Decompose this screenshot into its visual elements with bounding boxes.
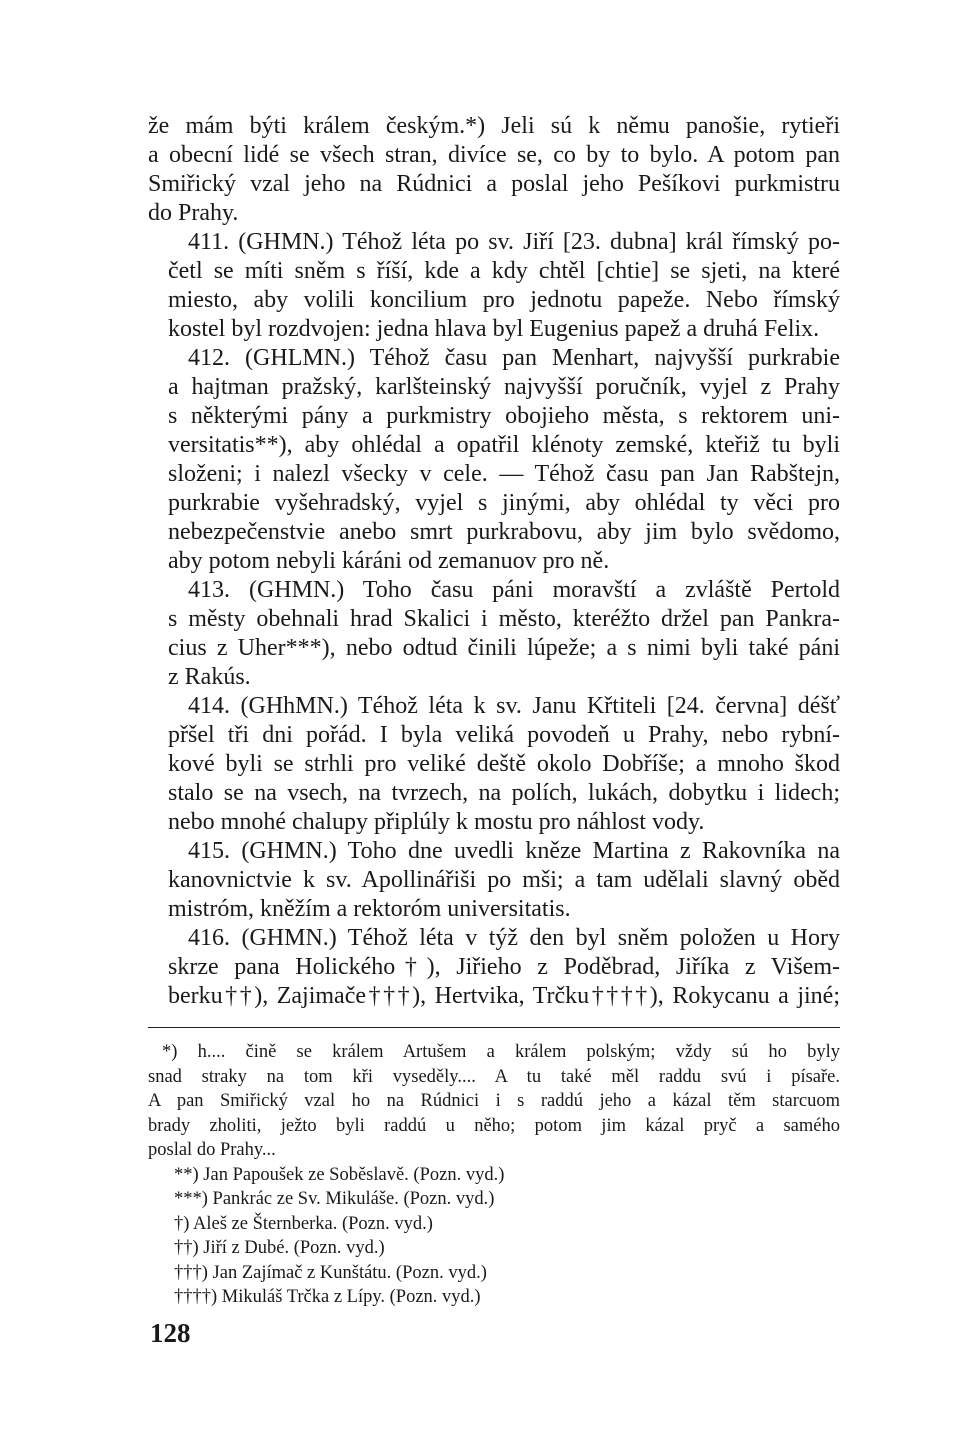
text-line: přšel tři dni pořád. I byla veliká povodeň u Prahy, nebo rybní-	[168, 722, 840, 748]
text-line: 412. (GHLMN.) Téhož času pan Menhart, najvyšší purkrabie	[188, 345, 840, 371]
text-line: četl se míti sněm s říší, kde a kdy chtěl [chtie] se sjeti, na které	[168, 258, 840, 284]
text-line: berku††), Zajimače†††), Hertvika, Trčku††††), Rokycanu a jiné;	[168, 983, 840, 1009]
footnote-7	[148, 1285, 840, 1310]
footnote-line: ***) Pankrác ze Sv. Mikuláše. (Pozn. vyd.)	[174, 1189, 495, 1209]
text-line: 414. (GHhMN.) Téhož léta k sv. Janu Křtiteli [24. června] déšť	[188, 693, 840, 719]
text-line: do Prahy.	[148, 200, 239, 226]
footnote-line: ††††) Mikuláš Trčka z Lípy. (Pozn. vyd.)	[174, 1287, 481, 1307]
text-line: purkrabie vyšehradský, vyjel s jinými, aby ohlédal ty věci pro	[168, 490, 840, 516]
footnote-line: *) h.... čině se králem Artušem a králem polským; vždy sú ho byly	[162, 1042, 840, 1062]
text-line: nebo mnohé chalupy připlúly k mostu pro náhlost vody.	[168, 809, 705, 835]
footnote-divider	[148, 1027, 840, 1028]
footnote-4	[148, 1212, 840, 1237]
text-line: nebezpečenstvie anebo smrt purkrabovu, aby jim bylo svědomo,	[168, 519, 840, 545]
text-line: a obecní lidé se všech stran, divíce se, co by to bylo. A potom pan	[148, 142, 840, 168]
paragraph-416	[148, 924, 840, 1011]
text-line: kanovnictvie k sv. Apollinářiši po mši; a tam udělali slavný oběd	[168, 867, 840, 893]
text-line: cius z Uher***), nebo odtud činili lúpeže; a s nimi byli také páni	[168, 635, 840, 661]
text-line: s některými pány a purkmistry obojieho města, s rektorem uni-	[168, 403, 840, 429]
footnote-line: A pan Smiřický vzal ho na Rúdnici i s raddú jeho a kázal těm starcuom	[148, 1091, 840, 1111]
footnote-line: brady zholiti, ježto byli raddú u něho; potom jim kázal pryč a samého	[148, 1115, 840, 1136]
text-line: 413. (GHMN.) Toho času páni moravští a zvláště Pertold	[188, 577, 840, 603]
footnote-line: ††) Jiří z Dubé. (Pozn. vyd.)	[174, 1238, 385, 1258]
footnotes	[148, 1040, 840, 1310]
footnote-line: †) Aleš ze Šternberka. (Pozn. vyd.)	[174, 1213, 433, 1234]
paragraph-412	[148, 344, 840, 576]
text-line: že mám býti králem českým.*) Jeli sú k němu panošie, rytieři	[148, 113, 840, 139]
footnote-line: †††) Jan Zajímač z Kunštátu. (Pozn. vyd.)	[174, 1262, 487, 1283]
text-line: 416. (GHMN.) Téhož léta v týž den byl sněm položen u Hory	[188, 925, 840, 951]
text-line: aby potom nebyli káráni od zemanuov pro ně.	[168, 548, 610, 574]
footnote-line: **) Jan Papoušek ze Soběslavě. (Pozn. vyd.)	[174, 1164, 505, 1185]
text-line: stalo se na vsech, na tvrzech, na polích, lukách, dobytku i lidech;	[168, 780, 840, 806]
text-line: z Rakús.	[168, 664, 251, 690]
text-line: versitatis**), aby ohlédal a opatřil klénoty zemské, kteřiž tu byli	[168, 432, 840, 458]
text-line: Smiřický vzal jeho na Rúdnici a poslal jeho Pešíkovi purkmistru	[148, 171, 840, 197]
text-line: složeni; i nalezl všecky v cele. — Téhož času pan Jan Rabštejn,	[168, 461, 840, 487]
main-text	[148, 112, 840, 1011]
footnote-2	[148, 1163, 840, 1188]
text-line: kostel byl rozdvojen: jedna hlava byl Eugenius papež a druhá Felix.	[168, 316, 820, 342]
text-line: 411. (GHMN.) Téhož léta po sv. Jiří [23. dubna] král římský po-	[188, 229, 840, 255]
text-line: miesto, aby volili koncilium pro jednotu papeže. Nebo římský	[168, 287, 840, 313]
page-body	[148, 112, 840, 1310]
footnote-line: poslal do Prahy...	[148, 1140, 276, 1160]
text-line: skrze pana Holického†), Jiřieho z Poděbrad, Jiříka z Višem-	[168, 954, 840, 980]
text-line: mistróm, kněžím a rektoróm universitatis.	[168, 896, 571, 922]
footnote-1	[148, 1040, 840, 1163]
paragraph-414	[148, 692, 840, 837]
text-line: s městy obehnali hrad Skalici i město, kteréžto držel pan Pankra-	[168, 606, 840, 632]
text-line: 415. (GHMN.) Toho dne uvedli kněze Martina z Rakovníka na	[188, 838, 840, 864]
paragraph-415	[148, 837, 840, 924]
footnote-line: snad straky na tom kři vyseděly.... A tu také měl raddu svú i písaře.	[148, 1066, 840, 1087]
paragraph-413	[148, 576, 840, 692]
page-number: 128	[150, 1318, 191, 1348]
footnote-6	[148, 1261, 840, 1286]
text-line: kové byli se strhli pro veliké deště okolo Dobříše; a mnoho škod	[168, 751, 840, 777]
paragraph	[148, 112, 840, 228]
footnote-5	[148, 1236, 840, 1261]
text-line: a hajtman pražský, karlšteinský najvyšší poručník, vyjel z Prahy	[168, 374, 840, 400]
footnote-3	[148, 1187, 840, 1212]
paragraph-411	[148, 228, 840, 344]
